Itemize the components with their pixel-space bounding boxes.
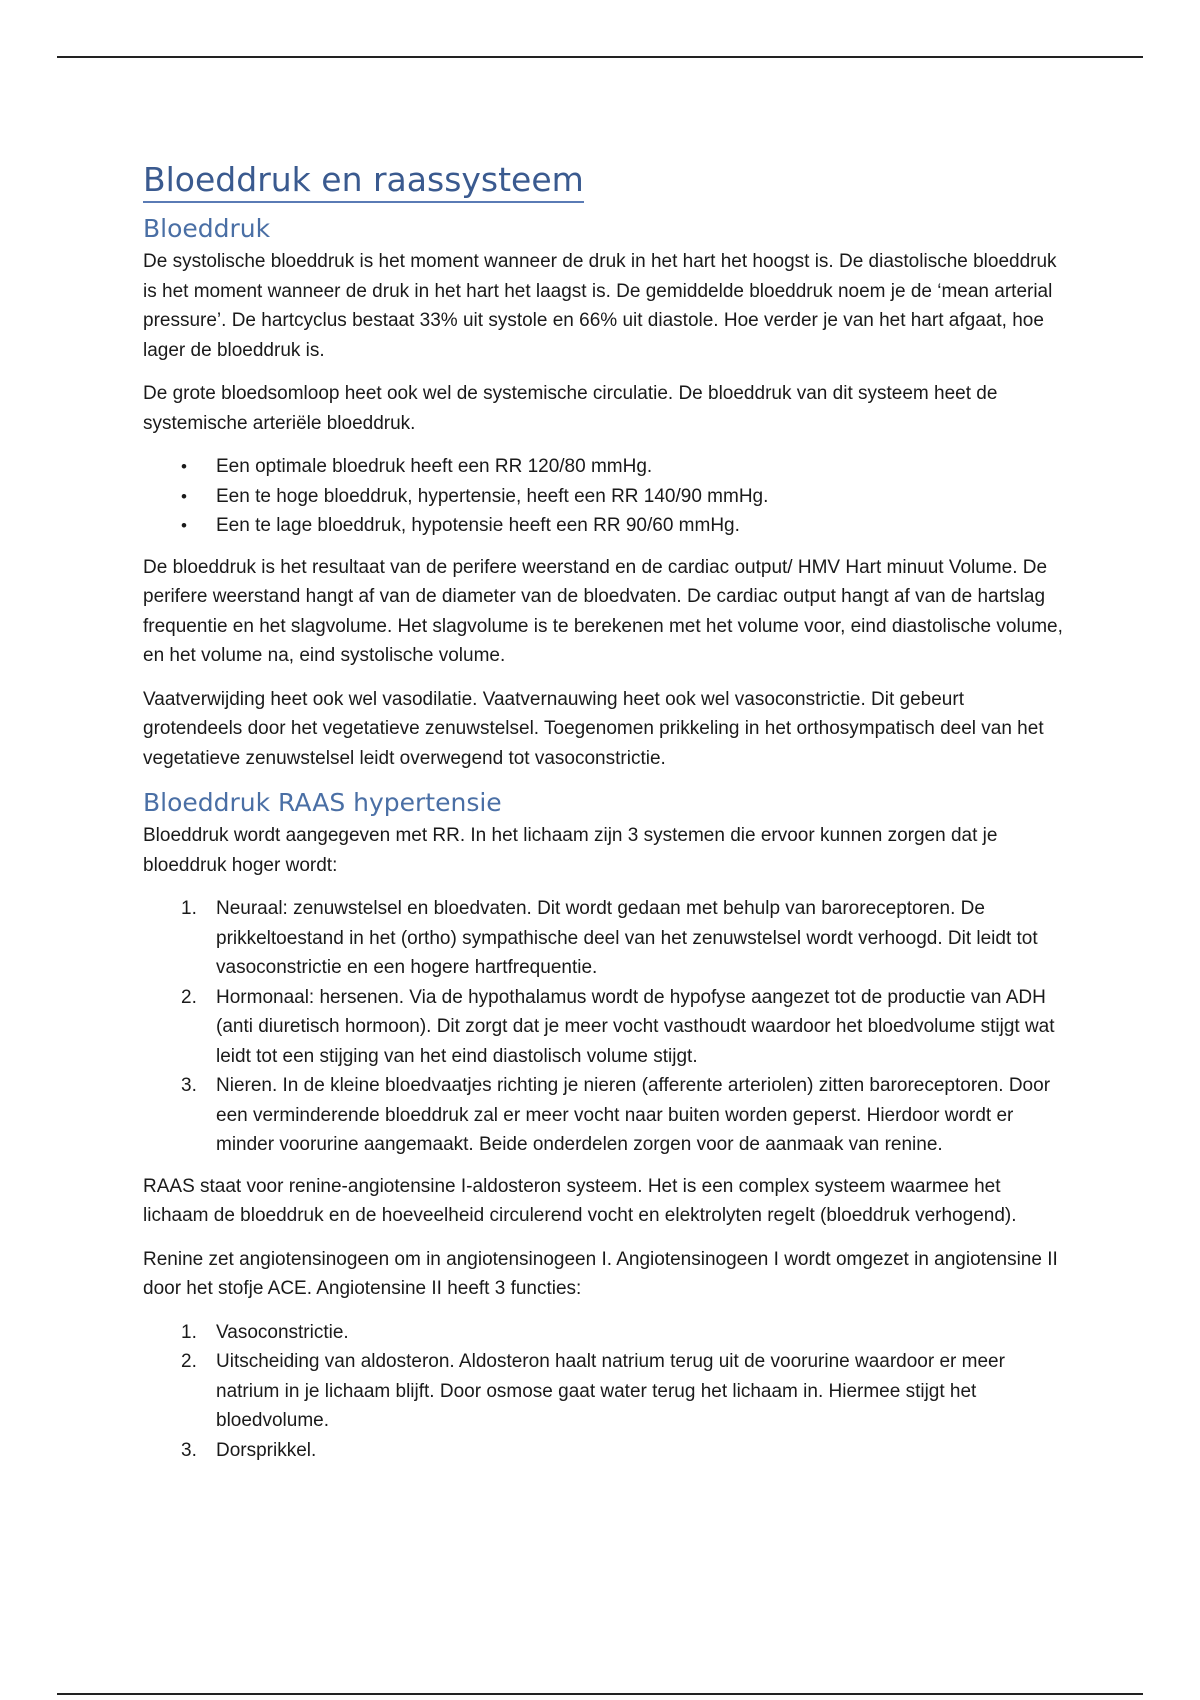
list-item-text: Nieren. In de kleine bloedvaatjes richting je nieren (afferente arteriolen) zitten baroreceptoren. Door een verminderende bloeddruk zal er meer vocht naar buiten worden geperst. Hierdoor wordt er minder voorurine aangemaakt. Beide onderdelen zorgen voor de aanmaak van renine.	[216, 1075, 1051, 1155]
paragraph: De grote bloedsomloop heet ook wel de systemische circulatie. De bloeddruk van dit systeem heet de systemische arteriële bloeddruk.	[143, 383, 998, 434]
bullet-marker: •	[181, 516, 187, 535]
paragraph: RAAS staat voor renine-angiotensine I-aldosteron systeem. Het is een complex systeem waarmee het lichaam de bloeddruk en de hoeveelheid circulerend vocht en elektrolyten regelt (bloeddruk verhogend).	[143, 1175, 1017, 1226]
list-item-text: Een optimale bloedruk heeft een RR 120/80 mmHg.	[216, 456, 653, 477]
paragraph: Vaatverwijding heet ook wel vasodilatie. Vaatvernauwing heet ook wel vasoconstrictie. Dit gebeurt grotendeels door het vegetatieve zenuwstelsel. Toegenomen prikkeling in het orthosympatisch deel van het vegetatieve zenuwstelsel leidt overwegend tot vasoconstrictie.	[143, 688, 1044, 769]
paragraph: Renine zet angiotensinogeen om in angiotensinogeen I. Angiotensinogeen I wordt omgezet in angiotensine II door het stofje ACE. Angiotensine II heeft 3 functies:	[143, 1248, 1058, 1299]
list-item-text: Een te hoge bloeddruk, hypertensie, heeft een RR 140/90 mmHg.	[216, 485, 769, 507]
paragraph: De systolische bloeddruk is het moment wanneer de druk in het hart het hoogst is. De diastolische bloeddruk is het moment wanneer de druk in het hart het laagst is. De gemiddelde bloeddruk noem je de ‘mean arterial pressure’. De hartcyclus bestaat 33% uit systole en 66% uit diastole. Hoe verder je van het hart afgaat, hoe lager de bloeddruk is.	[143, 251, 1057, 361]
list-item	[143, 511, 1063, 541]
list-item-text: Uitscheiding van aldosteron. Aldosteron haalt natrium terug uit de voorurine waardoor er meer natrium in je lichaam blijft. Door osmose gaat water terug het lichaam in. Hiermee stijgt het bloedvolume.	[216, 1351, 1005, 1431]
bullet-marker: •	[181, 457, 187, 476]
list-item-text: Vasoconstrictie.	[216, 1321, 349, 1343]
section-heading-raas: Bloeddruk RAAS hypertensie	[143, 788, 502, 817]
document-body	[143, 160, 1063, 1477]
numbered-list	[143, 894, 1063, 1160]
list-number: 3.	[181, 1439, 197, 1461]
list-item	[143, 452, 1063, 482]
list-item	[143, 1347, 1063, 1436]
list-number: 1.	[181, 898, 197, 919]
header-rule	[57, 56, 1143, 58]
list-item	[143, 482, 1063, 512]
list-item	[143, 983, 1063, 1072]
footer-rule	[57, 1693, 1143, 1695]
list-number: 3.	[181, 1075, 197, 1096]
list-number: 2.	[181, 1351, 197, 1372]
bullet-list	[143, 452, 1063, 541]
list-item	[143, 1436, 1063, 1466]
paragraph: Bloeddruk wordt aangegeven met RR. In het lichaam zijn 3 systemen die ervoor kunnen zorgen dat je bloeddruk hoger wordt:	[143, 825, 998, 876]
bullet-marker: •	[181, 486, 187, 506]
list-item	[143, 894, 1063, 983]
list-item	[143, 1071, 1063, 1160]
numbered-list	[143, 1318, 1063, 1466]
list-number: 1.	[181, 1321, 197, 1343]
list-item	[143, 1318, 1063, 1348]
list-item-text: Dorsprikkel.	[216, 1439, 317, 1461]
document-title: Bloeddruk en raassysteem	[143, 160, 584, 203]
list-item-text: Neuraal: zenuwstelsel en bloedvaten. Dit wordt gedaan met behulp van baroreceptoren. De prikkeltoestand in het (ortho) sympathische deel van het zenuwstelsel wordt verhoogd. Dit leidt tot vasoconstrictie en een hogere hartfrequentie.	[216, 898, 1038, 978]
section-heading-bloeddruk: Bloeddruk	[143, 214, 271, 243]
list-number: 2.	[181, 986, 197, 1008]
paragraph: De bloeddruk is het resultaat van de perifere weerstand en de cardiac output/ HMV Hart minuut Volume. De perifere weerstand hangt af van de diameter van de bloedvaten. De cardiac output hangt af van de hartslag frequentie en het slagvolume. Het slagvolume is te berekenen met het volume voor, eind diastolische volume, en het volume na, eind systolische volume.	[143, 556, 1063, 666]
list-item-text: Een te lage bloeddruk, hypotensie heeft een RR 90/60 mmHg.	[216, 515, 740, 536]
list-item-text: Hormonaal: hersenen. Via de hypothalamus wordt de hypofyse aangezet tot de productie van ADH (anti diuretisch hormoon). Dit zorgt dat je meer vocht vasthoudt waardoor het bloedvolume stijgt wat leidt tot een stijging van het eind diastolisch volume stijgt.	[216, 986, 1055, 1067]
